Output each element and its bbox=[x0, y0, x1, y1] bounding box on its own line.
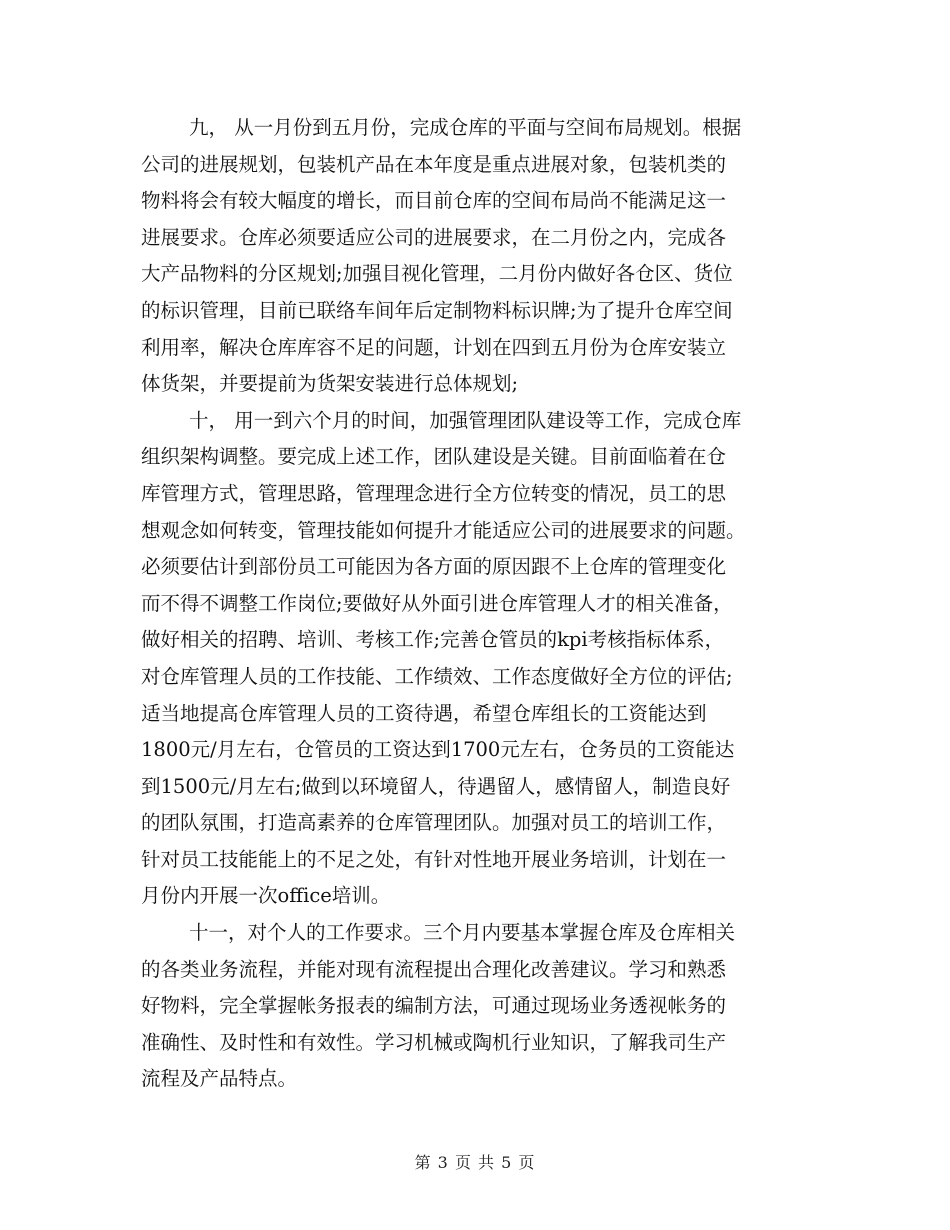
text-line: 对仓库管理人员的工作技能、工作绩效、工作态度做好全方位的评估; bbox=[141, 664, 733, 688]
paragraph-ten bbox=[141, 403, 811, 915]
text-line: 十一，对个人的工作要求。三个月内要基本掌握仓库及仓库相关 bbox=[189, 921, 736, 945]
text-line: 物料将会有较大幅度的增长，而目前仓库的空间布局尚不能满足这一 bbox=[141, 189, 727, 213]
text-line: 月份内开展一次office培训。 bbox=[141, 884, 391, 908]
text-line: 的团队氛围，打造高素养的仓库管理团队。加强对员工的培训工作， bbox=[141, 811, 727, 835]
text-line: 库管理方式，管理思路，管理理念进行全方位转变的情况，员工的思 bbox=[141, 481, 727, 505]
text-line: 想观念如何转变，管理技能如何提升才能适应公司的进展要求的问题。 bbox=[141, 518, 746, 542]
text-line: 而不得不调整工作岗位;要做好从外面引进仓库管理人才的相关准备， bbox=[141, 591, 733, 615]
paragraph-nine bbox=[141, 110, 811, 403]
text-line: 九， 从一月份到五月份，完成仓库的平面与空间布局规划。根据 bbox=[189, 116, 742, 139]
text-line: 的标识管理，目前已联络车间年后定制物料标识牌;为了提升仓库空间 bbox=[141, 298, 733, 322]
text-line: 大产品物料的分区规划;加强目视化管理，二月份内做好各仓区、货位 bbox=[141, 262, 733, 286]
text-line: 针对员工技能能上的不足之处，有针对性地开展业务培训，计划在一 bbox=[141, 847, 727, 871]
text-line: 利用率，解决仓库库容不足的问题，计划在四到五月份为仓库安装立 bbox=[141, 335, 727, 359]
paragraph-eleven bbox=[141, 915, 811, 1098]
text-line: 到1500元/月左右;做到以环境留人，待遇留人，感情留人，制造良好 bbox=[141, 774, 731, 798]
text-line: 好物料，完全掌握帐务报表的编制方法，可通过现场业务透视帐务的 bbox=[141, 994, 727, 1018]
text-line: 的各类业务流程，并能对现有流程提出合理化改善建议。学习和熟悉 bbox=[141, 957, 727, 981]
text-line: 准确性、及时性和有效性。学习机械或陶机行业知识，了解我司生产 bbox=[141, 1030, 727, 1054]
page-number-footer: 第 3 页 共 5 页 bbox=[414, 1153, 536, 1172]
text-line: 进展要求。仓库必须要适应公司的进展要求，在二月份之内，完成各 bbox=[141, 225, 727, 249]
text-line: 必须要估计到部份员工可能因为各方面的原因跟不上仓库的管理变化 bbox=[141, 555, 727, 579]
text-line: 1800元/月左右，仓管员的工资达到1700元左右，仓务员的工资能达 bbox=[141, 738, 735, 762]
document-body bbox=[141, 110, 811, 1098]
text-line: 适当地提高仓库管理人员的工资待遇，希望仓库组长的工资能达到 bbox=[141, 701, 707, 725]
text-line: 组织架构调整。要完成上述工作，团队建设是关键。目前面临着在仓 bbox=[141, 445, 727, 469]
text-line: 十， 用一到六个月的时间，加强管理团队建设等工作，完成仓库 bbox=[189, 408, 742, 432]
text-line: 流程及产品特点。 bbox=[141, 1067, 298, 1091]
text-line: 公司的进展规划，包装机产品在本年度是重点进展对象，包装机类的 bbox=[141, 152, 727, 176]
text-line: 体货架，并要提前为货架安装进行总体规划; bbox=[141, 372, 519, 396]
text-line: 做好相关的招聘、培训、考核工作;完善仓管员的kpi考核指标体系， bbox=[141, 628, 725, 652]
